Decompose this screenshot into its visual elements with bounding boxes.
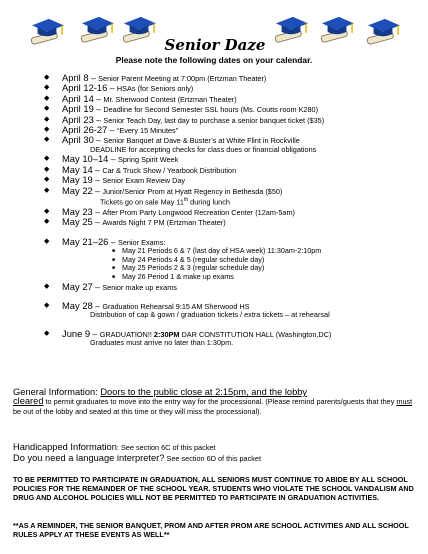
- bullet-icon: ◆: [44, 237, 50, 245]
- event-desc: Senior Parent Meeting at 7:00pm (Ertzman Theater): [98, 74, 267, 83]
- list-item: ◆ May 22 – Junior/Senior Prom at Hyatt Regency in Bethesda ($50) Tickets go on sale May 11th during lunch: [42, 186, 418, 207]
- list-item: ◆ May 14 – Car & Truck Show / Yearbook Distribution: [44, 163, 237, 175]
- event-date: June 9: [62, 328, 91, 340]
- bullet-icon: ◆: [44, 165, 50, 173]
- event-detail: DEADLINE for accepting checks for class dues or financial obligations: [90, 144, 317, 154]
- list-item: ◆ May 23 – After Prom Party Longwood Recreation Center (12am-5am): [44, 206, 295, 218]
- bullet-icon: ◆: [44, 84, 50, 92]
- general-label: General Information:: [13, 387, 101, 397]
- desc-text: GRADUATION!!: [99, 330, 154, 340]
- bullet-icon: ◆: [44, 176, 50, 184]
- list-item: ◆ April 30 – Senior Banquet at Dave & Buster’s at White Flint in Rockville DEADLINE for accepting checks for class dues or financial obligations: [42, 135, 418, 154]
- interpreter-text: See section 6D of this packet: [164, 454, 261, 463]
- general-highlight: cleared: [13, 396, 44, 407]
- graduation-cap-diploma-icon: [120, 14, 158, 46]
- bullet-icon: ◆: [44, 330, 50, 338]
- graduation-cap-diploma-icon: [28, 16, 66, 48]
- general-text: to permit graduates to move into the entry way for the processional. (Please remind parents/guests that they: [43, 397, 397, 407]
- interpreter-label: Do you need a language interpreter?: [13, 453, 165, 463]
- graduation-cap-diploma-icon: [318, 14, 356, 46]
- exam-schedule: [62, 247, 418, 281]
- event-desc: Awards Night 7 PM (Ertzman Theater): [102, 218, 226, 228]
- page-title: Senior Daze: [164, 36, 266, 54]
- exam-item: ■ May 26 Period 1 & make up exams: [112, 273, 418, 282]
- detail-sup: th: [183, 197, 189, 204]
- exam-item: ■ May 24 Periods 4 & 5 (regular schedule day): [112, 256, 418, 265]
- event-date: May 25: [62, 216, 93, 228]
- bullet-icon: ◆: [44, 105, 50, 113]
- list-item: ◆ April 8 – Senior Parent Meeting at 7:00pm (Ertzman Theater): [44, 72, 267, 83]
- event-date: April 30: [62, 134, 94, 146]
- list-item: ◆ May 19 – Senior Exam Review Day: [44, 174, 186, 186]
- desc-text: DAR CONSTITUTION HALL (Washington,DC): [179, 330, 332, 340]
- event-date: April 8: [62, 72, 89, 83]
- event-date: May 21–26: [62, 235, 109, 247]
- bullet-icon: ◆: [44, 155, 50, 163]
- desc-bold: 2:30PM: [153, 330, 180, 340]
- event-desc: Senior Exam Review Day: [102, 176, 186, 186]
- event-detail: Distribution of cap & gown / graduation tickets / extra tickets – at rehearsal: [90, 310, 330, 320]
- list-item: ◆ June 9 – GRADUATION!! 2:30PM DAR CONSTITUTION HALL (Washington,DC) Graduates must arrive no later than 1:30pm.: [42, 329, 418, 348]
- event-desc: Senior make up exams: [102, 282, 177, 292]
- bullet-icon: ◆: [44, 126, 50, 134]
- event-desc: Car & Truck Show / Yearbook Distribution: [102, 165, 237, 175]
- graduation-policy-warning: TO BE PERMITTED TO PARTICIPATE IN GRADUATION, ALL SENIORS MUST CONTINUE TO ABIDE BY ALL SCHOOL POLICIES FOR THE REMAINDER OF THE SCHOOL YEAR. STUDENTS WHO VIOLATE THE SCHOOL VANDALISM AND DRUG AND ALCOHOL POLICIES WILL NOT BE PERMITTED TO PARTICIPATE IN GRADUATION ACTIVITIES.: [13, 475, 414, 503]
- list-item: ◆ May 25 – Awards Night 7 PM (Ertzman Theater): [44, 216, 226, 228]
- graduation-cap-diploma-icon: [78, 14, 116, 46]
- event-date: April 14: [62, 92, 94, 104]
- exam-item: ■ May 25 Periods 2 & 3 (regular schedule day): [112, 264, 418, 273]
- event-desc: Junior/Senior Prom at Hyatt Regency in Bethesda ($50): [102, 186, 283, 196]
- handicapped-information: [13, 442, 418, 464]
- event-date: May 28: [62, 300, 93, 312]
- bullet-icon: ◆: [44, 282, 50, 290]
- list-item: ◆ April 14 – Mr. Sherwood Contest (Ertzman Theater): [44, 92, 237, 104]
- list-item: ◆ May 27 – Senior make up exams: [44, 280, 177, 292]
- event-date: May 22: [62, 184, 93, 196]
- bullet-icon: ◆: [44, 74, 50, 81]
- event-date: April 19: [62, 103, 94, 115]
- bullet-icon: ◆: [44, 208, 50, 216]
- header: [0, 10, 428, 58]
- general-must: must: [396, 397, 413, 407]
- event-desc: “Every 15 Minutes”: [116, 126, 179, 136]
- event-list: [42, 73, 418, 348]
- general-information: [13, 388, 418, 416]
- event-detail: [62, 196, 418, 207]
- event-date: April 12-16: [62, 82, 108, 94]
- event-desc: Deadline for Second Semester SSL hours (Ms. Coutts room K280): [103, 105, 319, 115]
- event-desc: Senior Banquet at Dave & Buster’s at White Flint in Rockville: [103, 136, 300, 146]
- bullet-icon: ◆: [44, 115, 50, 123]
- handicapped-text: : See section 6C of this packet: [116, 443, 216, 452]
- detail-text: Tickets go on sale May 11: [100, 197, 184, 207]
- bullet-icon: ◆: [44, 136, 50, 144]
- list-item: ◆ May 21–26 – Senior Exams: ■ May 21 Periods 6 & 7 (last day of HSA week) 11:30am-2:10pm ■ May 24 Periods 4 & 5 (regular schedule day) ■ May 25 Periods 2 & 3 (regular schedule day) ■ May 26 Period 1 & make up exams: [42, 237, 418, 282]
- list-item: ◆ May 28 – Graduation Rehearsal 9:15 AM Sherwood HS Distribution of cap & gown / graduation tickets / extra tickets – at rehearsal: [42, 301, 418, 320]
- bullet-icon: ◆: [44, 94, 50, 102]
- general-text: be out of the lobby and seated at this time or they will miss the processional).: [13, 406, 262, 416]
- event-date: May 27: [62, 280, 93, 292]
- list-item: ◆ May 10–14 – Spring Spirit Week: [44, 153, 179, 165]
- event-date: May 23: [62, 206, 93, 218]
- event-detail: Graduates must arrive no later than 1:30pm.: [90, 338, 234, 348]
- event-desc: Mr. Sherwood Contest (Ertzman Theater): [103, 94, 237, 104]
- event-date: April 26-27: [62, 124, 108, 136]
- bullet-icon: ◆: [44, 186, 50, 194]
- detail-text: during lunch: [188, 197, 230, 207]
- list-item: ◆ April 19 – Deadline for Second Semester SSL hours (Ms. Coutts room K280): [44, 103, 319, 115]
- bullet-icon: ◆: [44, 302, 50, 310]
- list-item: ◆ April 12-16 – HSAs (for Seniors only): [44, 82, 194, 94]
- event-date: May 19: [62, 174, 93, 186]
- event-desc: Spring Spirit Week: [117, 155, 179, 165]
- handicapped-label: Handicapped Information: [13, 442, 117, 452]
- event-date: May 10–14: [62, 153, 109, 165]
- event-desc: After Prom Party Longwood Recreation Center (12am-5am): [102, 208, 295, 218]
- school-rules-reminder: **AS A REMINDER, THE SENIOR BANQUET, PROM AND AFTER PROM ARE SCHOOL ACTIVITIES AND ALL SCHOOL RULES APPLY AT THESE EVENTS AS WELL**: [13, 521, 409, 540]
- graduation-cap-diploma-icon: [272, 14, 310, 46]
- event-desc: Senior Exams:: [117, 237, 166, 247]
- page-subtitle: Please note the following dates on your calendar.: [115, 55, 313, 65]
- list-item: ◆ April 23 – Senior Teach Day, last day to purchase a senior banquet ticket ($35): [44, 113, 325, 125]
- event-date: April 23: [62, 113, 94, 125]
- event-date: May 14: [62, 163, 93, 175]
- exam-item: ■ May 21 Periods 6 & 7 (last day of HSA week) 11:30am-2:10pm: [112, 247, 418, 256]
- list-item: ◆ April 26-27 – “Every 15 Minutes”: [44, 124, 179, 136]
- event-desc: Graduation Rehearsal 9:15 AM Sherwood HS: [102, 302, 250, 312]
- event-desc: HSAs (for Seniors only): [116, 84, 194, 94]
- bullet-icon: ◆: [44, 218, 50, 226]
- graduation-cap-diploma-icon: [364, 16, 402, 48]
- event-desc: Senior Teach Day, last day to purchase a senior banquet ticket ($35): [103, 115, 325, 125]
- general-highlight: Doors to the public close at 2:15pm, and the lobby: [100, 387, 308, 397]
